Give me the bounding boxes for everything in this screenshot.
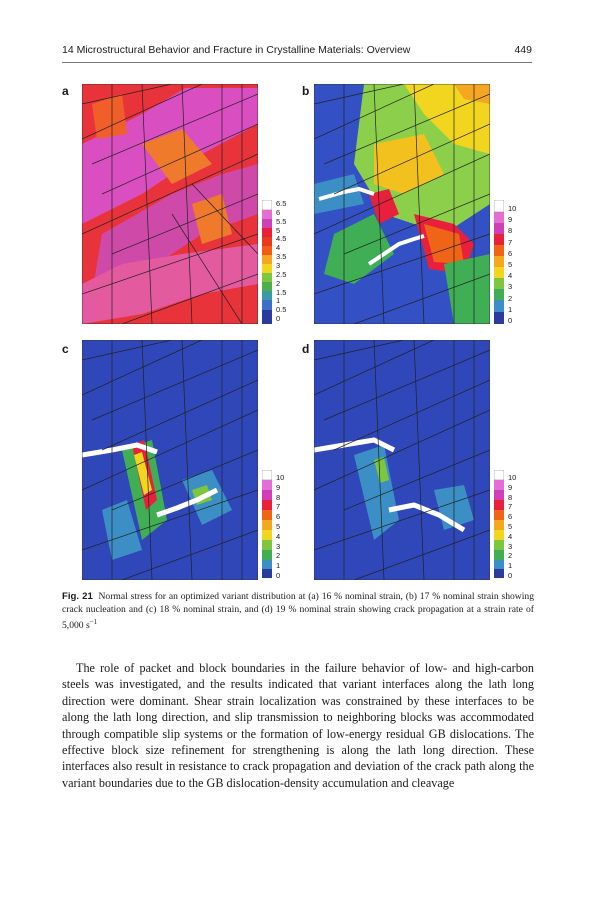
colorbar-a-tick: 0.5: [276, 305, 287, 315]
panel-label-d: d: [302, 342, 310, 356]
stress-map-a: [82, 84, 258, 324]
colorbar-a-tick: 3.5: [276, 252, 287, 262]
header-rule: [62, 62, 532, 63]
colorbar-a-tick: 1.5: [276, 287, 287, 297]
colorbar-b-tick: 4: [508, 271, 513, 281]
colorbar-a-tick: 6: [276, 207, 281, 217]
colorbar-b-tick: 10: [508, 204, 517, 213]
figure-label: Fig. 21: [62, 591, 93, 602]
colorbar-b-scale: [494, 200, 504, 324]
colorbar-b-tick: 1: [508, 304, 513, 314]
colorbar-c-tick: 8: [276, 492, 281, 502]
page-number: 449: [514, 44, 532, 56]
colorbar-d-tick: 2: [508, 551, 513, 561]
body-paragraph: The role of packet and block boundaries in the failure behavior of low- and high-carbon steels was investigated, and the results indicated that variant interfaces along the lath long direction were dominant. Shear strain localization was constrained by these interfaces to be along the lath long direction, and slip transmission to neighboring blocks was accommodated through compatible slip systems or the formation of low-energy residual GB dislocations. The effective block size refinement for strengthening is along the lath long direction. These interfaces also result in resistance to crack propagation and deviation of the crack path along the variant boundaries due to the GB dislocation-density accumulation and cleavage: [62, 661, 534, 790]
colorbar-d-scale: [494, 470, 504, 578]
colorbar-c-tick: 0: [276, 571, 281, 580]
colorbar-d: [494, 470, 504, 583]
colorbar-c-tick: 10: [276, 473, 285, 482]
colorbar-a-tick: 5: [276, 225, 281, 235]
colorbar-b: [494, 200, 504, 329]
colorbar-c-tick: 6: [276, 512, 281, 522]
colorbar-b-tick: 8: [508, 226, 513, 236]
colorbar-a-tick: 2.5: [276, 269, 287, 279]
colorbar-c-tick: 9: [276, 482, 281, 492]
colorbar-b-tick: 7: [508, 237, 513, 247]
colorbar-b-tick: 3: [508, 282, 513, 292]
stress-map-c: [82, 340, 258, 580]
panel-label-a: a: [62, 84, 69, 98]
colorbar-d-tick: 3: [508, 541, 513, 551]
running-header: [62, 44, 532, 60]
colorbar-c: [262, 470, 272, 583]
colorbar-c-tick: 4: [276, 531, 281, 541]
colorbar-a-scale: [262, 200, 272, 324]
colorbar-d-tick: 8: [508, 492, 513, 502]
colorbar-a-tick: 4: [276, 243, 281, 253]
caption-exponent: −1: [89, 618, 98, 627]
colorbar-a-tick: 0: [276, 314, 281, 324]
colorbar-d-tick: 4: [508, 531, 513, 541]
colorbar-d-tick: 5: [508, 522, 513, 531]
colorbar-c-tick: 2: [276, 551, 281, 561]
colorbar-b-tick: 5: [508, 260, 513, 269]
colorbar-c-scale: [262, 470, 272, 578]
panel-label-b: b: [302, 84, 310, 98]
caption-text: Normal stress for an optimized variant distribution at (a) 16 % nominal strain, (b) 17 % nominal strain showing crack nucleation and (c) 18 % nominal strain, and (d) 19 % nominal strain showing crack propagation at a strain rate of 5,000 s: [62, 591, 534, 632]
chapter-title: 14 Microstructural Behavior and Fracture in Crystalline Materials: Overview: [62, 44, 411, 56]
colorbar-d-tick: 9: [508, 482, 513, 492]
stress-map-d: [314, 340, 490, 580]
colorbar-a-tick: 5.5: [276, 216, 287, 226]
colorbar-a-tick: 6.5: [276, 199, 287, 208]
colorbar-d-tick: 1: [508, 561, 513, 571]
colorbar-b-tick: 6: [508, 248, 513, 258]
colorbar-d-tick: 6: [508, 512, 513, 522]
panel-label-c: c: [62, 342, 69, 356]
colorbar-b-tick: 0: [508, 316, 513, 325]
colorbar-a-tick: 2: [276, 278, 281, 288]
colorbar-b-tick: 9: [508, 215, 513, 225]
colorbar-a-tick: 4.5: [276, 234, 287, 244]
colorbar-d-tick: 7: [508, 502, 513, 512]
colorbar-c-tick: 1: [276, 561, 281, 571]
colorbar-c-tick: 3: [276, 541, 281, 551]
colorbar-b-tick: 2: [508, 293, 513, 303]
colorbar-a-tick: 3: [276, 260, 281, 270]
colorbar-d-tick: 0: [508, 571, 513, 580]
colorbar-a: [262, 200, 272, 329]
colorbar-c-tick: 5: [276, 522, 281, 531]
figure-caption: [62, 591, 534, 633]
stress-map-b: [314, 84, 490, 324]
colorbar-a-tick: 1: [276, 296, 281, 306]
colorbar-d-tick: 10: [508, 473, 517, 482]
colorbar-c-tick: 7: [276, 502, 281, 512]
